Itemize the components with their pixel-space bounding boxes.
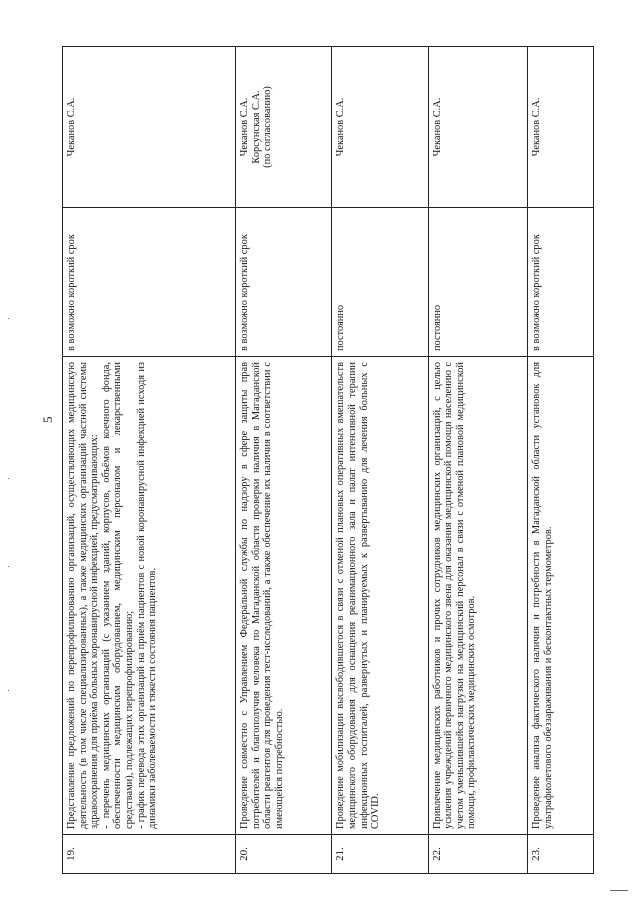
measure-description [63, 357, 236, 835]
responsible-person: Чеканов С.А. [335, 97, 347, 157]
measure-description [235, 357, 331, 835]
row-number: 21. [332, 835, 428, 874]
table-row [528, 47, 594, 874]
rotated-table-container [62, 46, 594, 874]
row-number: 20. [235, 835, 331, 874]
responsible-person: (по согласованию) [262, 86, 274, 168]
measure-description [428, 357, 528, 835]
responsible-cell [332, 47, 428, 208]
deadline-cell: в возможно короткий срок [63, 208, 236, 357]
deadline-cell: постоянно [332, 208, 428, 357]
description-paragraph: Проведение анализа фактического наличия и потребности в Магаданской области установок для ультрафиолетового обеззараживания и бесконтактных термометров. [531, 362, 554, 829]
table-row [235, 47, 331, 874]
responsible-cell [428, 47, 528, 208]
responsible-person: Чеканов С.А. [531, 97, 543, 157]
description-paragraph: - перечень медицинских организаций (с указанием зданий, корпусов, объёмов коечного фонда, обеспеченности медицинским оборудованием, медицинским персоналом и лекарственными средствами), подлежащих перепрофилированию; [100, 362, 135, 829]
description-paragraph: Представление предложений по перепрофилированию организаций, осуществляющих медицинскую деятельность (в том числе специализированных), а также медицинских организаций частной системы здравоохранения для приёма больных коронавирусной инфекцией, предусматривающих: [66, 362, 101, 829]
row-number: 23. [528, 835, 594, 874]
responsible-cell [63, 47, 236, 208]
table-row [63, 47, 236, 874]
deadline-cell: в возможно короткий срок [235, 208, 331, 357]
description-paragraph: Привлечение медицинских работников и прочих сотрудников медицинских организаций, с целью усиления учреждений первичного медицинского звена для оказания медицинской помощи населению с учетом уменьшившейся нагрузки на медицинский персонал в связи с отменой плановой медицинской помощи, профилактических медицинских осмотров. [431, 362, 478, 829]
responsible-person: Чеканов С.А. [66, 97, 77, 157]
page-number: 5 [40, 416, 55, 423]
responsible-cell [528, 47, 594, 208]
row-number: 19. [63, 835, 236, 874]
measures-table [62, 46, 594, 874]
measure-description [528, 357, 594, 835]
description-paragraph: Проведение мобилизации высвободившегося в связи с отменой плановых оперативных вмешательств медицинского оборудования для оснащения реанимационного зала и палат интенсивной терапии инфекционных госпиталей, развернутых и планируемых к развертыванию для лечения больных с COVID. [335, 362, 382, 829]
deadline-cell: в возможно короткий срок [528, 208, 594, 357]
table-row [428, 47, 528, 874]
deadline-cell: постоянно [428, 208, 528, 357]
responsible-person: Чеканов С.А. [431, 97, 443, 157]
responsible-person: Корсунская С.А. [250, 90, 262, 164]
description-paragraph: - график перевода этих организаций на приём пациентов с новой коронавирусной инфекцией исходя из динамики заболеваемости и тяжести состояния пациентов. [135, 362, 159, 829]
measure-description [332, 357, 428, 835]
responsible-cell [235, 47, 331, 208]
description-paragraph: Проведение совместно с Управлением Федеральной службы по надзору в сфере защиты прав потребителей и благополучия человека по Магаданской области проверки наличия в Магаданской области реагентов для проведения тест-исследований, а также обеспечение их наличия в соответствии с имеющейся потребностью. [238, 362, 285, 829]
table-row [332, 47, 428, 874]
responsible-person: Чеканов С.А. [238, 97, 250, 157]
row-number: 22. [428, 835, 528, 874]
